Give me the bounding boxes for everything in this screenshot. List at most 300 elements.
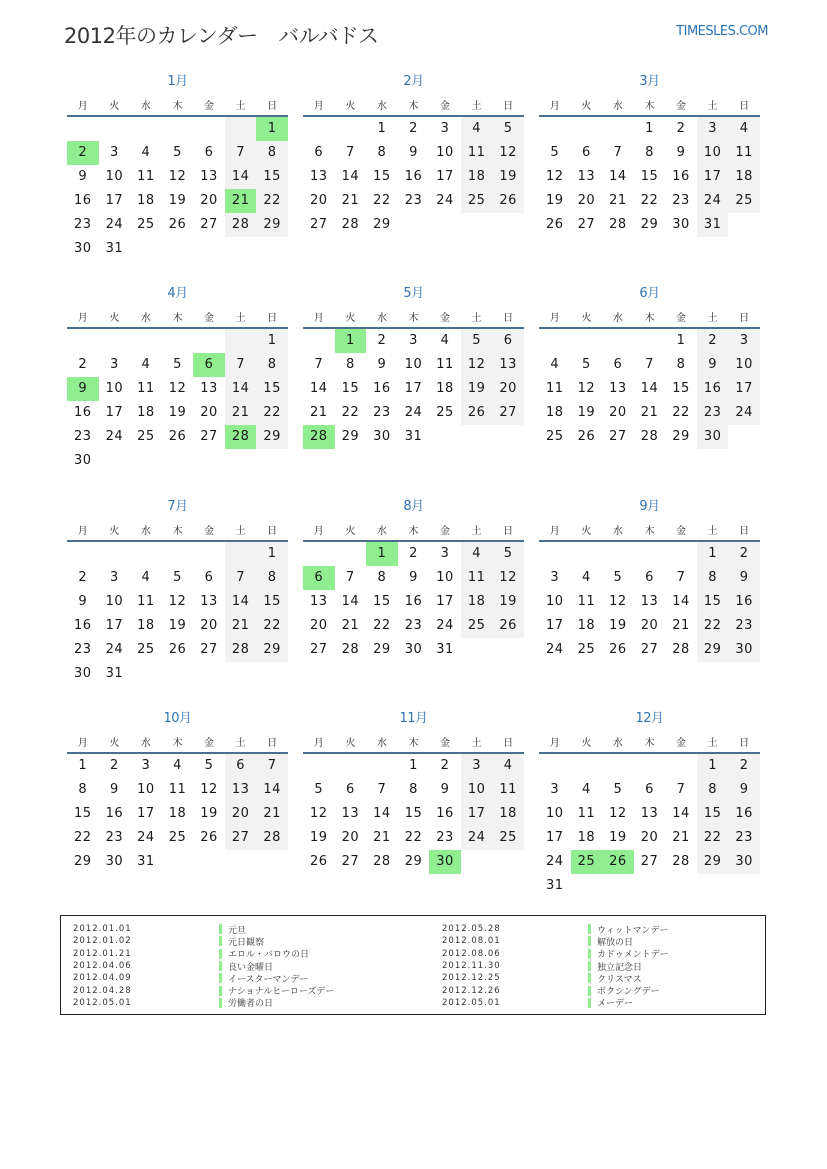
holiday-day-cell[interactable]: 1 [256,117,288,141]
day-cell[interactable]: 3 [697,117,729,141]
day-cell[interactable]: 10 [105,594,124,609]
day-cell[interactable]: 2 [78,357,88,372]
day-cell[interactable]: 1 [697,754,729,778]
day-cell[interactable]: 29 [640,217,659,232]
day-cell[interactable]: 25 [137,217,155,232]
day-cell[interactable]: 3 [440,546,450,561]
holiday-day-cell[interactable]: 28 [225,425,257,449]
day-cell[interactable]: 2 [409,121,418,136]
day-cell[interactable]: 13 [200,594,218,609]
day-cell[interactable]: 11 [577,806,596,821]
day-cell[interactable]: 24 [728,401,760,425]
day-cell[interactable]: 29 [697,850,729,874]
day-cell[interactable]: 8 [256,353,288,377]
day-cell[interactable]: 16 [404,169,423,184]
day-cell[interactable]: 29 [256,638,288,662]
day-cell[interactable]: 22 [74,830,92,845]
day-cell[interactable]: 5 [581,357,591,372]
day-cell[interactable]: 27 [609,429,627,444]
day-cell[interactable]: 6 [204,570,214,585]
day-cell[interactable]: 6 [613,357,623,372]
day-cell[interactable]: 15 [256,377,288,401]
day-cell[interactable]: 1 [256,542,288,566]
day-cell[interactable]: 23 [672,193,690,208]
day-cell[interactable]: 25 [168,830,187,845]
day-cell[interactable]: 10 [137,782,155,797]
day-cell[interactable]: 5 [173,145,182,160]
holiday-day-cell[interactable]: 28 [303,425,335,449]
day-cell[interactable]: 5 [492,117,524,141]
day-cell[interactable]: 24 [697,189,729,213]
day-cell[interactable]: 13 [200,381,218,396]
day-cell[interactable]: 11 [461,566,493,590]
day-cell[interactable]: 25 [492,826,524,850]
day-cell[interactable]: 14 [225,165,257,189]
day-cell[interactable]: 2 [377,333,387,348]
day-cell[interactable]: 15 [74,806,92,821]
day-cell[interactable]: 27 [200,429,218,444]
day-cell[interactable]: 24 [461,826,493,850]
day-cell[interactable]: 27 [310,642,328,657]
day-cell[interactable]: 23 [74,217,92,232]
day-cell[interactable]: 18 [137,193,155,208]
day-cell[interactable]: 21 [341,618,360,633]
day-cell[interactable]: 20 [609,405,627,420]
day-cell[interactable]: 14 [373,806,391,821]
day-cell[interactable]: 5 [204,758,214,773]
day-cell[interactable]: 18 [492,802,524,826]
day-cell[interactable]: 7 [345,145,355,160]
day-cell[interactable]: 6 [492,329,524,353]
day-cell[interactable]: 10 [105,169,124,184]
day-cell[interactable]: 15 [697,802,729,826]
day-cell[interactable]: 10 [105,381,124,396]
day-cell[interactable]: 11 [492,778,524,802]
day-cell[interactable]: 8 [645,145,654,160]
day-cell[interactable]: 17 [105,618,124,633]
day-cell[interactable]: 16 [728,590,760,614]
day-cell[interactable]: 11 [577,594,596,609]
day-cell[interactable]: 5 [613,570,623,585]
holiday-day-cell[interactable]: 1 [366,542,398,566]
day-cell[interactable]: 18 [168,806,187,821]
day-cell[interactable]: 21 [672,618,690,633]
day-cell[interactable]: 19 [609,618,627,633]
day-cell[interactable]: 13 [225,778,257,802]
day-cell[interactable]: 14 [672,594,690,609]
day-cell[interactable]: 7 [345,570,355,585]
day-cell[interactable]: 20 [200,405,218,420]
day-cell[interactable]: 9 [697,353,729,377]
day-cell[interactable]: 19 [168,405,187,420]
day-cell[interactable]: 7 [314,357,324,372]
day-cell[interactable]: 8 [697,566,729,590]
day-cell[interactable]: 16 [373,381,391,396]
day-cell[interactable]: 18 [577,618,596,633]
day-cell[interactable]: 24 [546,854,564,869]
day-cell[interactable]: 20 [640,618,659,633]
day-cell[interactable]: 12 [492,566,524,590]
day-cell[interactable]: 7 [676,570,686,585]
day-cell[interactable]: 25 [436,405,454,420]
day-cell[interactable]: 20 [200,193,218,208]
day-cell[interactable]: 10 [436,145,454,160]
holiday-day-cell[interactable]: 26 [602,850,634,874]
day-cell[interactable]: 16 [672,169,690,184]
day-cell[interactable]: 29 [404,854,423,869]
day-cell[interactable]: 16 [728,802,760,826]
holiday-day-cell[interactable]: 2 [67,141,99,165]
day-cell[interactable]: 21 [256,802,288,826]
day-cell[interactable]: 23 [728,614,760,638]
day-cell[interactable]: 25 [461,614,493,638]
day-cell[interactable]: 4 [141,145,151,160]
day-cell[interactable]: 22 [256,401,288,425]
day-cell[interactable]: 12 [168,594,187,609]
day-cell[interactable]: 20 [577,193,596,208]
day-cell[interactable]: 10 [404,357,423,372]
day-cell[interactable]: 12 [310,806,328,821]
day-cell[interactable]: 20 [310,193,328,208]
day-cell[interactable]: 12 [546,169,564,184]
day-cell[interactable]: 21 [640,405,659,420]
day-cell[interactable]: 13 [609,381,627,396]
day-cell[interactable]: 4 [581,782,591,797]
day-cell[interactable]: 3 [141,758,151,773]
day-cell[interactable]: 22 [672,405,690,420]
day-cell[interactable]: 24 [404,405,423,420]
day-cell[interactable]: 5 [173,570,182,585]
day-cell[interactable]: 27 [200,642,218,657]
day-cell[interactable]: 11 [728,141,760,165]
day-cell[interactable]: 21 [609,193,627,208]
day-cell[interactable]: 11 [137,381,155,396]
day-cell[interactable]: 25 [137,429,155,444]
day-cell[interactable]: 20 [341,830,360,845]
day-cell[interactable]: 30 [373,429,391,444]
day-cell[interactable]: 9 [676,145,686,160]
day-cell[interactable]: 15 [256,590,288,614]
day-cell[interactable]: 4 [173,758,182,773]
day-cell[interactable]: 19 [492,165,524,189]
day-cell[interactable]: 8 [409,782,418,797]
day-cell[interactable]: 3 [550,782,560,797]
day-cell[interactable]: 9 [409,570,418,585]
day-cell[interactable]: 5 [492,542,524,566]
day-cell[interactable]: 31 [105,241,124,256]
day-cell[interactable]: 3 [550,570,560,585]
day-cell[interactable]: 23 [436,830,454,845]
day-cell[interactable]: 19 [609,830,627,845]
day-cell[interactable]: 22 [256,614,288,638]
day-cell[interactable]: 19 [546,193,564,208]
day-cell[interactable]: 17 [461,802,493,826]
day-cell[interactable]: 30 [697,425,729,449]
day-cell[interactable]: 23 [404,193,423,208]
day-cell[interactable]: 28 [341,217,360,232]
day-cell[interactable]: 24 [105,429,124,444]
day-cell[interactable]: 26 [168,642,187,657]
day-cell[interactable]: 14 [341,169,360,184]
day-cell[interactable]: 24 [105,217,124,232]
day-cell[interactable]: 28 [640,429,659,444]
day-cell[interactable]: 13 [310,594,328,609]
day-cell[interactable]: 10 [436,570,454,585]
day-cell[interactable]: 15 [697,590,729,614]
day-cell[interactable]: 17 [436,594,454,609]
day-cell[interactable]: 27 [577,217,596,232]
day-cell[interactable]: 28 [256,826,288,850]
day-cell[interactable]: 17 [105,405,124,420]
holiday-day-cell[interactable]: 25 [571,850,603,874]
day-cell[interactable]: 23 [697,401,729,425]
day-cell[interactable]: 15 [373,169,391,184]
day-cell[interactable]: 14 [341,594,360,609]
day-cell[interactable]: 25 [577,642,596,657]
site-link[interactable]: TIMESLES.COM [676,24,768,39]
day-cell[interactable]: 11 [137,594,155,609]
day-cell[interactable]: 5 [314,782,324,797]
day-cell[interactable]: 17 [546,618,564,633]
day-cell[interactable]: 30 [74,453,92,468]
day-cell[interactable]: 18 [577,830,596,845]
day-cell[interactable]: 28 [341,642,360,657]
day-cell[interactable]: 11 [436,357,454,372]
day-cell[interactable]: 10 [546,594,564,609]
day-cell[interactable]: 13 [310,169,328,184]
day-cell[interactable]: 26 [492,614,524,638]
day-cell[interactable]: 12 [200,782,218,797]
day-cell[interactable]: 11 [168,782,187,797]
day-cell[interactable]: 11 [137,169,155,184]
day-cell[interactable]: 19 [577,405,596,420]
day-cell[interactable]: 3 [461,754,493,778]
day-cell[interactable]: 16 [697,377,729,401]
holiday-day-cell[interactable]: 6 [193,353,225,377]
day-cell[interactable]: 19 [461,377,493,401]
day-cell[interactable]: 30 [74,241,92,256]
day-cell[interactable]: 2 [109,758,119,773]
day-cell[interactable]: 29 [341,429,360,444]
day-cell[interactable]: 22 [697,614,729,638]
day-cell[interactable]: 22 [697,826,729,850]
day-cell[interactable]: 7 [377,782,387,797]
day-cell[interactable]: 6 [314,145,324,160]
day-cell[interactable]: 9 [377,357,387,372]
day-cell[interactable]: 10 [697,141,729,165]
day-cell[interactable]: 21 [225,614,257,638]
holiday-day-cell[interactable]: 21 [225,189,257,213]
day-cell[interactable]: 31 [436,642,454,657]
day-cell[interactable]: 10 [461,778,493,802]
day-cell[interactable]: 26 [168,217,187,232]
day-cell[interactable]: 12 [168,169,187,184]
day-cell[interactable]: 15 [404,806,423,821]
day-cell[interactable]: 8 [256,141,288,165]
day-cell[interactable]: 29 [373,642,391,657]
day-cell[interactable]: 14 [672,806,690,821]
day-cell[interactable]: 6 [345,782,355,797]
day-cell[interactable]: 14 [225,377,257,401]
day-cell[interactable]: 25 [137,642,155,657]
day-cell[interactable]: 27 [492,401,524,425]
day-cell[interactable]: 17 [137,806,155,821]
day-cell[interactable]: 23 [74,642,92,657]
day-cell[interactable]: 1 [256,329,288,353]
day-cell[interactable]: 20 [640,830,659,845]
day-cell[interactable]: 19 [310,830,328,845]
day-cell[interactable]: 19 [200,806,218,821]
day-cell[interactable]: 14 [310,381,328,396]
day-cell[interactable]: 15 [341,381,360,396]
day-cell[interactable]: 13 [577,169,596,184]
day-cell[interactable]: 4 [461,542,493,566]
day-cell[interactable]: 4 [141,570,151,585]
day-cell[interactable]: 16 [74,405,92,420]
day-cell[interactable]: 20 [492,377,524,401]
day-cell[interactable]: 16 [436,806,454,821]
day-cell[interactable]: 9 [440,782,450,797]
day-cell[interactable]: 30 [404,642,423,657]
day-cell[interactable]: 31 [546,878,564,893]
day-cell[interactable]: 30 [105,854,124,869]
day-cell[interactable]: 8 [78,782,88,797]
day-cell[interactable]: 3 [409,333,418,348]
day-cell[interactable]: 18 [461,590,493,614]
day-cell[interactable]: 14 [225,590,257,614]
day-cell[interactable]: 6 [645,782,654,797]
day-cell[interactable]: 24 [436,618,454,633]
day-cell[interactable]: 28 [225,213,257,237]
day-cell[interactable]: 3 [109,570,119,585]
day-cell[interactable]: 1 [78,758,88,773]
day-cell[interactable]: 4 [550,357,560,372]
day-cell[interactable]: 19 [492,590,524,614]
day-cell[interactable]: 26 [609,642,627,657]
day-cell[interactable]: 4 [461,117,493,141]
day-cell[interactable]: 27 [640,642,659,657]
day-cell[interactable]: 7 [225,566,257,590]
day-cell[interactable]: 18 [728,165,760,189]
day-cell[interactable]: 23 [404,618,423,633]
day-cell[interactable]: 24 [137,830,155,845]
day-cell[interactable]: 2 [728,542,760,566]
day-cell[interactable]: 13 [341,806,360,821]
day-cell[interactable]: 4 [492,754,524,778]
day-cell[interactable]: 27 [200,217,218,232]
day-cell[interactable]: 19 [168,193,187,208]
holiday-day-cell[interactable]: 9 [67,377,99,401]
day-cell[interactable]: 16 [74,193,92,208]
day-cell[interactable]: 4 [581,570,591,585]
day-cell[interactable]: 26 [492,189,524,213]
day-cell[interactable]: 5 [461,329,493,353]
day-cell[interactable]: 1 [645,121,654,136]
day-cell[interactable]: 25 [461,189,493,213]
day-cell[interactable]: 6 [645,570,654,585]
day-cell[interactable]: 9 [109,782,119,797]
day-cell[interactable]: 23 [728,826,760,850]
day-cell[interactable]: 31 [137,854,155,869]
day-cell[interactable]: 11 [461,141,493,165]
day-cell[interactable]: 17 [697,165,729,189]
day-cell[interactable]: 12 [609,806,627,821]
day-cell[interactable]: 29 [697,638,729,662]
day-cell[interactable]: 2 [697,329,729,353]
day-cell[interactable]: 2 [409,546,418,561]
day-cell[interactable]: 17 [105,193,124,208]
day-cell[interactable]: 28 [609,217,627,232]
day-cell[interactable]: 30 [672,217,690,232]
day-cell[interactable]: 8 [345,357,355,372]
day-cell[interactable]: 13 [492,353,524,377]
day-cell[interactable]: 7 [225,141,257,165]
day-cell[interactable]: 2 [676,121,686,136]
day-cell[interactable]: 13 [640,594,659,609]
day-cell[interactable]: 30 [728,850,760,874]
day-cell[interactable]: 14 [609,169,627,184]
day-cell[interactable]: 1 [676,333,686,348]
day-cell[interactable]: 15 [373,594,391,609]
day-cell[interactable]: 2 [728,754,760,778]
day-cell[interactable]: 28 [373,854,391,869]
day-cell[interactable]: 15 [672,381,690,396]
day-cell[interactable]: 2 [440,758,450,773]
day-cell[interactable]: 16 [404,594,423,609]
day-cell[interactable]: 21 [341,193,360,208]
holiday-day-cell[interactable]: 1 [335,329,367,353]
day-cell[interactable]: 19 [168,618,187,633]
day-cell[interactable]: 15 [640,169,659,184]
day-cell[interactable]: 29 [672,429,690,444]
day-cell[interactable]: 8 [697,778,729,802]
day-cell[interactable]: 14 [640,381,659,396]
day-cell[interactable]: 21 [225,401,257,425]
day-cell[interactable]: 26 [461,401,493,425]
day-cell[interactable]: 9 [409,145,418,160]
day-cell[interactable]: 28 [672,854,690,869]
day-cell[interactable]: 1 [409,758,418,773]
day-cell[interactable]: 11 [546,381,564,396]
day-cell[interactable]: 24 [105,642,124,657]
day-cell[interactable]: 22 [404,830,423,845]
day-cell[interactable]: 27 [640,854,659,869]
day-cell[interactable]: 5 [613,782,623,797]
day-cell[interactable]: 24 [436,193,454,208]
day-cell[interactable]: 18 [436,381,454,396]
day-cell[interactable]: 9 [78,169,88,184]
day-cell[interactable]: 25 [546,429,564,444]
day-cell[interactable]: 26 [546,217,564,232]
day-cell[interactable]: 8 [256,566,288,590]
day-cell[interactable]: 26 [310,854,328,869]
day-cell[interactable]: 21 [310,405,328,420]
day-cell[interactable]: 5 [550,145,560,160]
day-cell[interactable]: 21 [373,830,391,845]
day-cell[interactable]: 23 [373,405,391,420]
day-cell[interactable]: 31 [697,213,729,237]
day-cell[interactable]: 7 [225,353,257,377]
day-cell[interactable]: 17 [728,377,760,401]
day-cell[interactable]: 3 [440,121,450,136]
day-cell[interactable]: 16 [105,806,124,821]
day-cell[interactable]: 13 [200,169,218,184]
day-cell[interactable]: 1 [697,542,729,566]
day-cell[interactable]: 28 [225,638,257,662]
day-cell[interactable]: 8 [377,570,387,585]
day-cell[interactable]: 30 [74,666,92,681]
day-cell[interactable]: 6 [581,145,591,160]
